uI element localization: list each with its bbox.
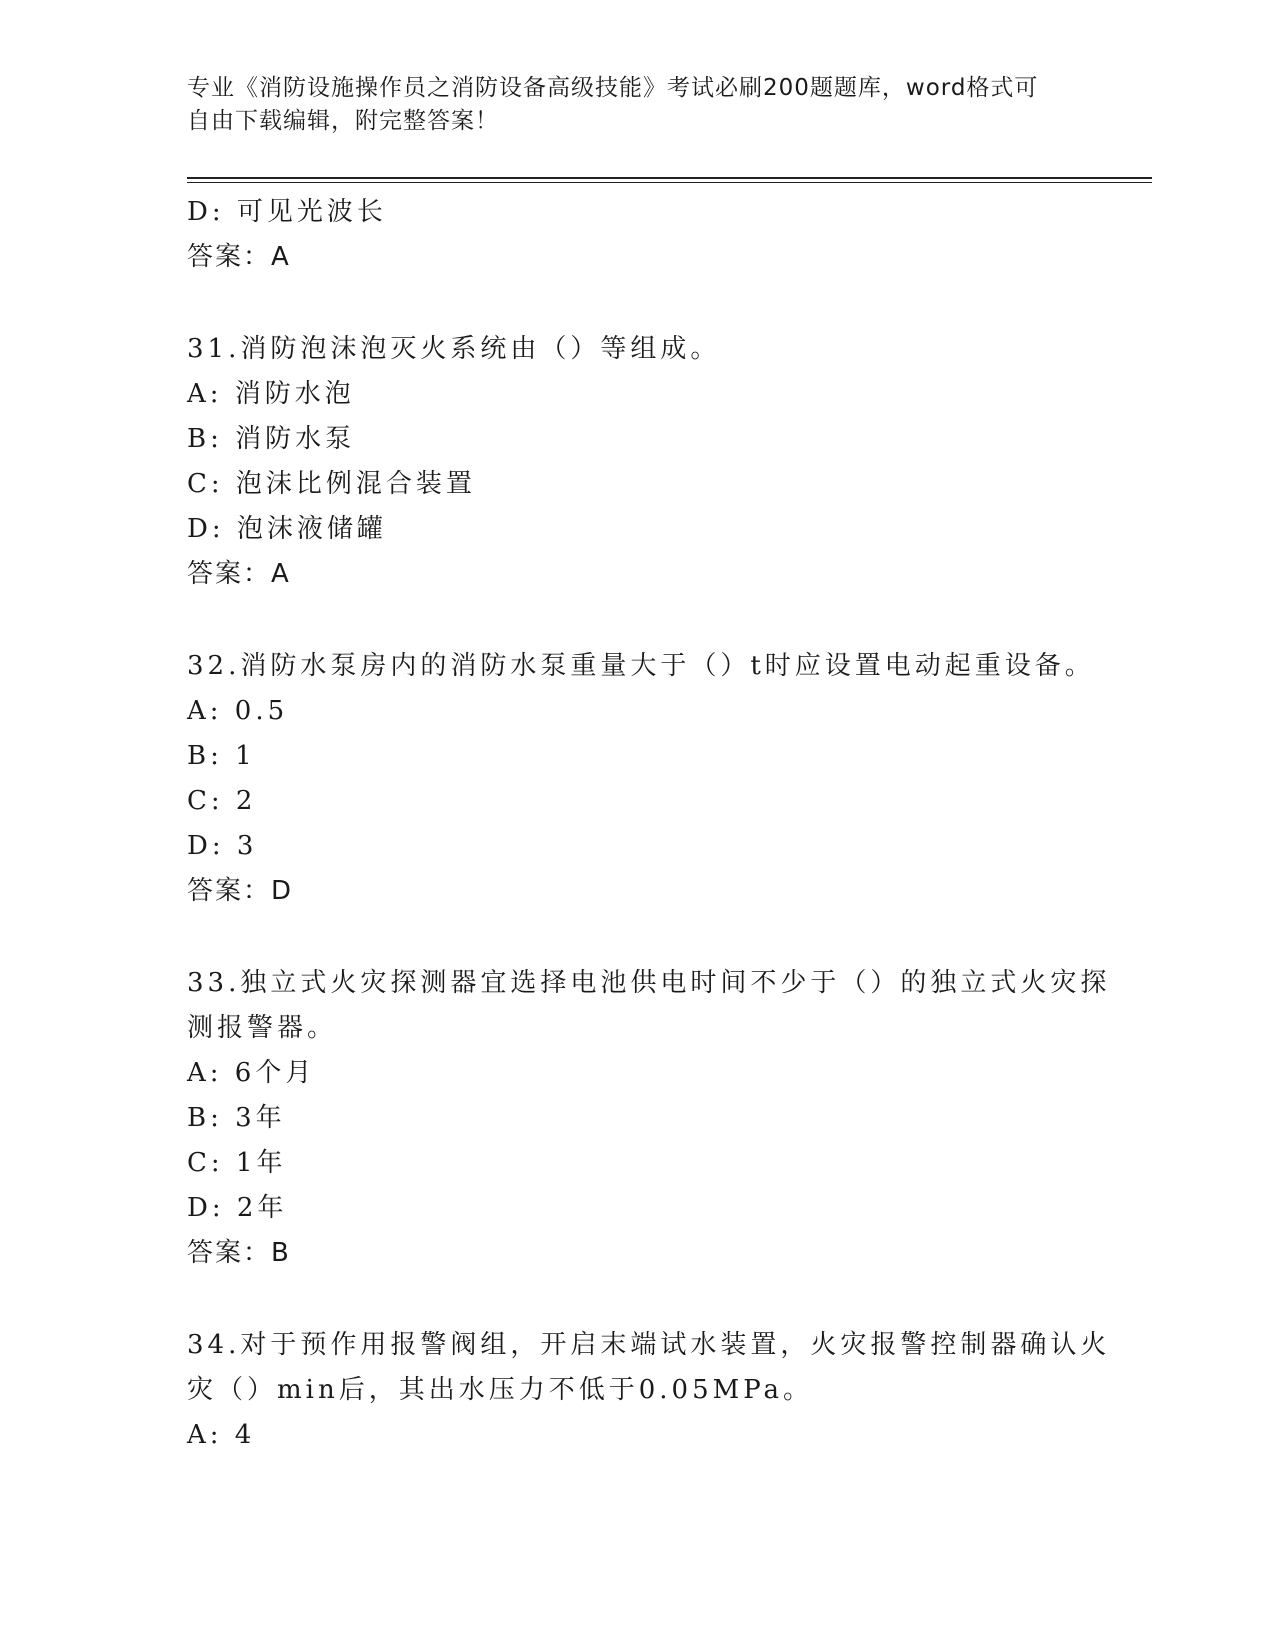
answer: 答案：B bbox=[187, 1238, 291, 1268]
question-stem-line-2: 测报警器。 bbox=[187, 1013, 338, 1043]
question-34 bbox=[187, 1323, 1111, 1458]
header-line-2: 自由下载编辑，附完整答案！ bbox=[187, 108, 499, 134]
question-33 bbox=[187, 961, 1111, 1276]
divider-thin bbox=[187, 182, 1152, 183]
question-stem: 32.消防水泵房内的消防水泵重量大于（）t时应设置电动起重设备。 bbox=[187, 651, 1095, 681]
option-a: A: 消防水泡 bbox=[187, 379, 355, 409]
option-c: C: 1年 bbox=[187, 1148, 287, 1178]
header-line-1: 专业《消防设施操作员之消防设备高级技能》考试必刷200题题库，word格式可 bbox=[187, 75, 1039, 101]
question-31 bbox=[187, 327, 1087, 597]
question-stem-line-2: 灾（）min后，其出水压力不低于0.05MPa。 bbox=[187, 1375, 814, 1405]
question-stem: 31.消防泡沫泡灭火系统由（）等组成。 bbox=[187, 334, 721, 364]
option-c: C: 泡沫比例混合装置 bbox=[187, 469, 476, 499]
header-divider bbox=[187, 177, 1152, 183]
option-d: D: 可见光波长 bbox=[187, 197, 387, 227]
option-a: A: 6个月 bbox=[187, 1058, 316, 1088]
option-d: D: 泡沫液储罐 bbox=[187, 514, 387, 544]
option-d: D: 3 bbox=[187, 831, 258, 861]
question-stem-line-1: 33.独立式火灾探测器宜选择电池供电时间不少于（）的独立式火灾探 bbox=[187, 968, 1111, 998]
option-c: C: 2 bbox=[187, 786, 257, 816]
answer: 答案：A bbox=[187, 242, 291, 272]
option-a: A: 0.5 bbox=[187, 696, 289, 726]
option-a: A: 4 bbox=[187, 1420, 256, 1450]
document-header bbox=[187, 72, 1152, 138]
option-d: D: 2年 bbox=[187, 1193, 288, 1223]
answer: 答案：A bbox=[187, 559, 291, 589]
question-stem-line-1: 34.对于预作用报警阀组，开启末端试水装置，火灾报警控制器确认火 bbox=[187, 1330, 1111, 1360]
option-b: B: 1 bbox=[187, 741, 256, 771]
divider-thick bbox=[187, 177, 1152, 179]
question-32 bbox=[187, 644, 1095, 914]
option-b: B: 消防水泵 bbox=[187, 424, 356, 454]
question-list bbox=[187, 190, 1111, 1458]
answer: 答案：D bbox=[187, 876, 294, 906]
option-b: B: 3年 bbox=[187, 1103, 286, 1133]
